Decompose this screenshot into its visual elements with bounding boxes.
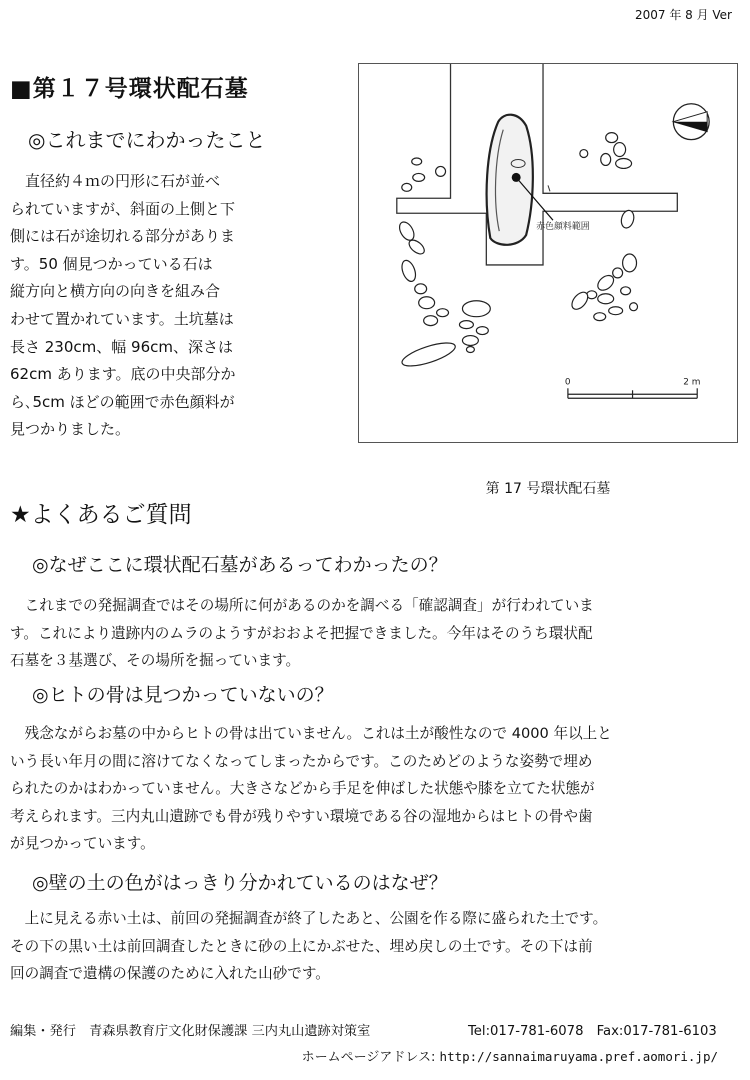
findings-line: 長さ 230cm、幅 96cm、深さは — [10, 337, 233, 356]
faq-question-1: ◎なぜここに環状配石墓があるってわかったの？ — [32, 554, 448, 576]
answer-line: 考えられます。三内丸山遺跡でも骨が残りやすい環境である谷の湿地からはヒトの骨や歯 — [10, 807, 593, 825]
answer-line: 残念ながらお墓の中からヒトの骨は出ていません。これは土が酸性なので 4000 年以上と — [10, 725, 612, 742]
findings-line: ら､5cm ほどの範囲で赤色顔料が — [10, 392, 235, 411]
homepage-link[interactable]: http://sannaimaruyama.pref.aomori.jp/ — [439, 1049, 718, 1064]
findings-line: 縦方向と横方向の向きを組み合 — [10, 282, 221, 301]
findings-line: 直径約４ｍの円形に石が並べ — [10, 172, 221, 190]
findings-heading: ◎これまでにわかったこと — [28, 128, 266, 152]
scale-end-label: 2 m — [683, 377, 701, 388]
burial-pit — [487, 115, 533, 245]
version-label: 2007 年 8 月 Ver — [634, 8, 732, 22]
site-plan-figure — [358, 63, 738, 443]
site-plan-drawing — [359, 64, 737, 442]
trench-outline — [397, 64, 678, 265]
contact-numbers: Tel:017-781-6078 Fax:017-781-6103 — [468, 1024, 717, 1039]
faq-question-3: ◎壁の土の色がはっきり分かれているのはなぜ？ — [32, 872, 448, 894]
section-title: ■第１７号環状配石墓 — [10, 76, 249, 102]
answer-line: す。これにより遺跡内のムラのようすがおおよそ把握できました。今年はそのうち環状配 — [10, 624, 593, 642]
faq-heading: ★よくあるご質問 — [10, 502, 192, 528]
findings-line: 側には石が途切れる部分がありま — [10, 227, 236, 246]
findings-line: 62cm あります。底の中央部分か — [10, 365, 236, 384]
findings-line: られていますが、斜面の上側と下 — [10, 199, 236, 218]
answer-line: その下の黒い土は前回調査したときに砂の上にかぶせた、埋め戻しの土です。その下は前 — [10, 937, 593, 955]
findings-line: 見つかりました。 — [10, 420, 131, 439]
footer-homepage-line — [302, 1046, 718, 1065]
scale-start-label: 0 — [564, 377, 571, 388]
figure-caption: 第 17 号環状配石墓 — [485, 481, 611, 497]
findings-line: す。50 個見つかっている石は — [10, 254, 213, 273]
answer-line: 石墓を３基選び、その場所を掘っています。 — [10, 652, 301, 670]
north-arrow-icon — [673, 104, 709, 140]
findings-text — [10, 168, 288, 444]
faq-answer-3 — [10, 905, 738, 988]
pigment-label: 赤色顔料範囲 — [536, 222, 590, 233]
faq-question-2: ◎ヒトの骨は見つかっていないの？ — [32, 684, 334, 706]
faq-answer-2 — [10, 720, 738, 858]
answer-line: が見つかっています。 — [10, 835, 155, 853]
answer-line: られたのかはわかっていません。大きさなどから手足を伸ばした状態や膝を立てた状態が — [10, 780, 595, 798]
faq-answer-1 — [10, 592, 738, 675]
answer-line: 上に見える赤い土は、前回の発掘調査が終了したあと、公園を作る際に盛られた土です。 — [10, 910, 608, 927]
scale-bar — [568, 388, 697, 398]
publisher: 編集・発行 青森県教育庁文化財保護課 三内丸山遺跡対策室 — [10, 1024, 371, 1039]
section-mark — [548, 185, 550, 191]
findings-line: わせて置かれています。土坑墓は — [10, 309, 234, 328]
answer-line: いう長い年月の間に溶けてなくなってしまったからです。このためどのような姿勢で埋め — [10, 752, 593, 770]
footer-publisher-line — [10, 1020, 738, 1039]
answer-line: 回の調査で遺構の保護のために入れた山砂です。 — [10, 965, 330, 983]
homepage-label: ホームページアドレス: — [301, 1050, 440, 1065]
answer-line: これまでの発掘調査ではその場所に何があるのかを調べる「確認調査」が行われていま — [10, 597, 594, 614]
